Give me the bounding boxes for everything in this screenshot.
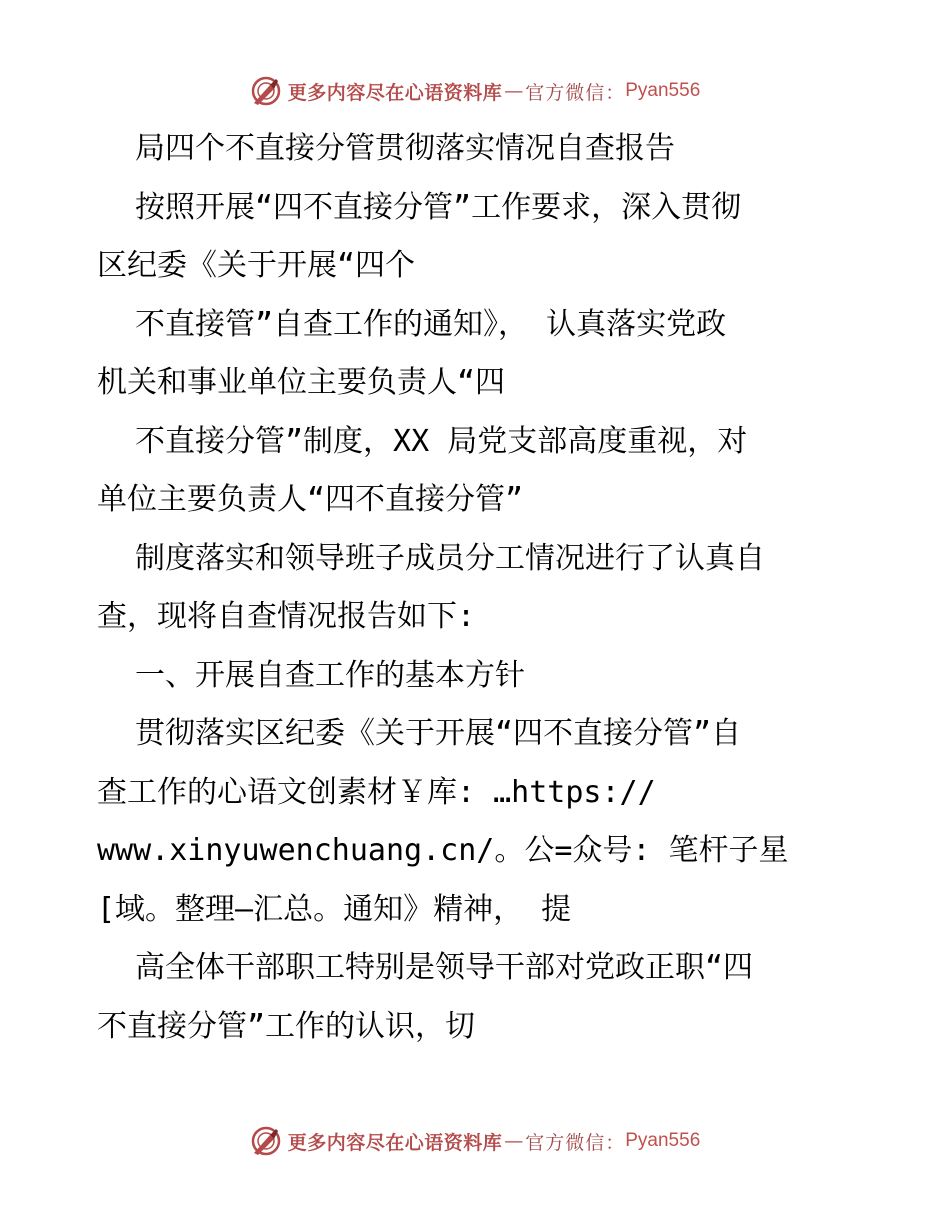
watermark-dash: — xyxy=(504,1130,524,1152)
watermark-site-text: 更多内容尽在心语资料库 xyxy=(287,81,503,104)
document-line: 查工作的心语文创素材￥库: …https:// xyxy=(97,774,656,810)
watermark-label: 官方微信： xyxy=(525,1131,626,1154)
watermark-dash: — xyxy=(504,80,524,102)
watermark-wechat-id: Pyan556 xyxy=(625,1130,701,1151)
document-line: 查，现将自查情况报告如下: xyxy=(97,599,476,634)
document-line: [域。整理—汇总。通知》精神， 提 xyxy=(97,891,572,927)
watermark-site-text: 更多内容尽在心语资料库 xyxy=(287,1131,503,1154)
watermark-wechat-id: Pyan556 xyxy=(625,80,701,101)
page-header-watermark xyxy=(0,74,950,108)
watermark-label: 官方微信： xyxy=(525,81,626,104)
document-line: 不直接分管”制度，XX 局党支部高度重视，对 xyxy=(135,423,748,459)
document-line: 局四个不直接分管贯彻落实情况自查报告 xyxy=(135,131,675,166)
pen-logo-icon xyxy=(250,75,282,107)
page-footer-watermark xyxy=(0,1124,950,1158)
document-line: 机关和事业单位主要负责人“四 xyxy=(97,365,506,400)
document-line: 高全体干部职工特别是领导干部对党政正职“四 xyxy=(135,950,754,985)
document-line: 单位主要负责人“四不直接分管” xyxy=(97,482,524,517)
document-body xyxy=(97,120,857,1056)
document-line: 制度落实和领导班子成员分工情况进行了认真自 xyxy=(135,540,765,576)
document-line: 不直接管”自查工作的通知》， 认真落实党政 xyxy=(135,306,727,342)
document-line: 不直接分管”工作的认识，切 xyxy=(97,1008,476,1044)
document-line: 一、开展自查工作的基本方针 xyxy=(135,657,525,693)
pen-logo-icon xyxy=(250,1125,282,1157)
document-line: 贯彻落实区纪委《关于开展“四不直接分管”自 xyxy=(135,716,742,751)
document-line: 按照开展“四不直接分管”工作要求，深入贯彻 xyxy=(135,189,742,225)
document-line: 区纪委《关于开展“四个 xyxy=(97,248,416,283)
document-line: www.xinyuwenchuang.cn/。公=众号: 笔杆子星 xyxy=(97,833,789,868)
